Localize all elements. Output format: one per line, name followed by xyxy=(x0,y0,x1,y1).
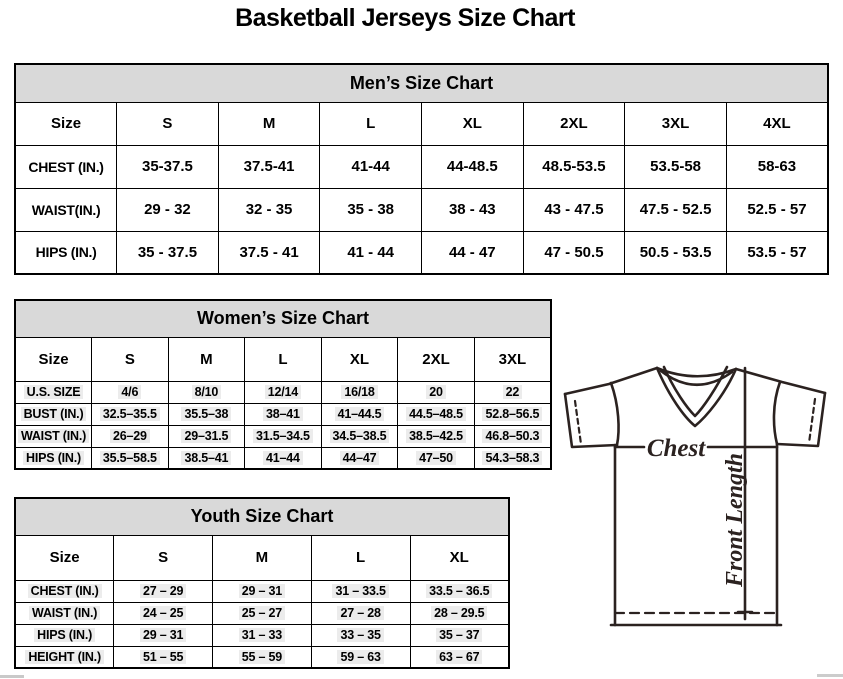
table-cell: 35 - 37.5 xyxy=(117,231,219,274)
cell-text: 44–47 xyxy=(340,451,380,465)
table-cell: 38 - 43 xyxy=(422,188,524,231)
table-cell xyxy=(474,447,551,469)
page-title: Basketball Jerseys Size Chart xyxy=(235,4,575,32)
cell-text: 8/10 xyxy=(192,385,222,399)
table-cell xyxy=(311,602,410,624)
table-header-row xyxy=(15,102,828,145)
row-label: HIPS (IN.) xyxy=(15,231,117,274)
table-cell xyxy=(245,403,322,425)
table-cell xyxy=(321,381,398,403)
column-header: XL xyxy=(410,535,509,580)
table-row xyxy=(15,580,509,602)
cell-text: 16/18 xyxy=(341,385,377,399)
cell-text: 31 – 33 xyxy=(239,628,285,642)
column-header: 3XL xyxy=(474,337,551,381)
table-row xyxy=(15,425,551,447)
table-cell xyxy=(311,624,410,646)
row-label xyxy=(15,580,114,602)
front-length-label: Front Length xyxy=(722,452,748,588)
table-cell: 52.5 - 57 xyxy=(726,188,828,231)
table-cell xyxy=(213,580,312,602)
mens-table-caption: Men’s Size Chart xyxy=(15,64,828,102)
row-label-text: HIPS (IN.) xyxy=(34,628,95,642)
column-header: Size xyxy=(15,535,114,580)
table-cell xyxy=(92,403,169,425)
youth-table-caption: Youth Size Chart xyxy=(15,498,509,535)
cutoff-artifact-left xyxy=(0,675,24,678)
row-label xyxy=(15,447,92,469)
table-cell: 58-63 xyxy=(726,145,828,188)
table-cell xyxy=(321,447,398,469)
cell-text: 12/14 xyxy=(265,385,301,399)
cell-text: 33.5 – 36.5 xyxy=(426,584,492,598)
table-cell xyxy=(245,447,322,469)
row-label: WAIST(IN.) xyxy=(15,188,117,231)
table-cell xyxy=(474,425,551,447)
cell-text: 54.3–58.3 xyxy=(482,451,542,465)
cell-text: 35.5–58.5 xyxy=(100,451,160,465)
table-row xyxy=(15,447,551,469)
table-cell: 43 - 47.5 xyxy=(523,188,625,231)
row-label xyxy=(15,381,92,403)
table-cell xyxy=(410,602,509,624)
table-row xyxy=(15,188,828,231)
table-cell xyxy=(474,381,551,403)
table-cell xyxy=(213,602,312,624)
table-header-row xyxy=(15,337,551,381)
cell-text: 27 – 28 xyxy=(337,606,383,620)
table-caption-row xyxy=(15,64,828,102)
row-label-text: HEIGHT (IN.) xyxy=(25,650,104,664)
column-header: S xyxy=(92,337,169,381)
table-cell xyxy=(114,646,213,668)
row-label xyxy=(15,425,92,447)
table-cell xyxy=(398,381,475,403)
column-header: 2XL xyxy=(398,337,475,381)
table-cell: 35 - 38 xyxy=(320,188,422,231)
cell-text: 35.5–38 xyxy=(181,407,231,421)
youth-size-table xyxy=(14,497,510,669)
table-cell xyxy=(213,624,312,646)
cell-text: 46.8–50.3 xyxy=(482,429,542,443)
table-cell xyxy=(92,447,169,469)
cell-text: 29–31.5 xyxy=(181,429,231,443)
cell-text: 24 – 25 xyxy=(140,606,186,620)
cell-text: 38–41 xyxy=(263,407,303,421)
cell-text: 44.5–48.5 xyxy=(406,407,466,421)
row-label xyxy=(15,602,114,624)
table-cell xyxy=(168,425,245,447)
cell-text: 32.5–35.5 xyxy=(100,407,160,421)
cell-text: 25 – 27 xyxy=(239,606,285,620)
cell-text: 59 – 63 xyxy=(337,650,383,664)
cell-text: 26–29 xyxy=(110,429,150,443)
cell-text: 47–50 xyxy=(416,451,456,465)
table-cell xyxy=(321,425,398,447)
table-cell xyxy=(213,646,312,668)
table-row xyxy=(15,145,828,188)
row-label xyxy=(15,646,114,668)
table-cell: 47 - 50.5 xyxy=(523,231,625,274)
row-label-text: HIPS (IN.) xyxy=(23,451,84,465)
table-cell xyxy=(410,580,509,602)
table-cell: 41 - 44 xyxy=(320,231,422,274)
table-cell xyxy=(398,447,475,469)
cell-text: 38.5–42.5 xyxy=(406,429,466,443)
column-header: M xyxy=(213,535,312,580)
table-row xyxy=(15,403,551,425)
table-cell xyxy=(168,447,245,469)
column-header: 3XL xyxy=(625,102,727,145)
column-header: XL xyxy=(321,337,398,381)
cell-text: 22 xyxy=(503,385,523,399)
table-cell: 53.5-58 xyxy=(625,145,727,188)
table-cell: 48.5-53.5 xyxy=(523,145,625,188)
mens-size-table xyxy=(14,63,829,275)
column-header: XL xyxy=(422,102,524,145)
column-header: M xyxy=(168,337,245,381)
table-cell: 29 - 32 xyxy=(117,188,219,231)
table-cell: 41-44 xyxy=(320,145,422,188)
table-cell xyxy=(398,425,475,447)
table-cell xyxy=(114,602,213,624)
table-cell: 37.5-41 xyxy=(218,145,320,188)
jersey-outline xyxy=(565,367,825,625)
column-header: Size xyxy=(15,102,117,145)
cell-text: 27 – 29 xyxy=(140,584,186,598)
cell-text: 34.5–38.5 xyxy=(330,429,390,443)
table-cell: 50.5 - 53.5 xyxy=(625,231,727,274)
table-cell xyxy=(321,403,398,425)
cell-text: 41–44 xyxy=(263,451,303,465)
cell-text: 52.8–56.5 xyxy=(482,407,542,421)
cell-text: 31 – 33.5 xyxy=(332,584,388,598)
table-cell xyxy=(92,381,169,403)
jersey-measurement-diagram xyxy=(558,360,836,632)
table-row xyxy=(15,624,509,646)
cell-text: 28 – 29.5 xyxy=(431,606,487,620)
table-cell: 44-48.5 xyxy=(422,145,524,188)
cell-text: 51 – 55 xyxy=(140,650,186,664)
column-header: L xyxy=(320,102,422,145)
table-header-row xyxy=(15,535,509,580)
table-cell: 47.5 - 52.5 xyxy=(625,188,727,231)
table-cell xyxy=(311,580,410,602)
column-header: L xyxy=(245,337,322,381)
table-cell xyxy=(92,425,169,447)
cell-text: 63 – 67 xyxy=(436,650,482,664)
column-header: Size xyxy=(15,337,92,381)
table-row xyxy=(15,231,828,274)
cell-text: 20 xyxy=(426,385,446,399)
column-header: S xyxy=(114,535,213,580)
table-row xyxy=(15,381,551,403)
row-label-text: U.S. SIZE xyxy=(24,385,84,399)
row-label-text: BUST (IN.) xyxy=(21,407,87,421)
cell-text: 41–44.5 xyxy=(335,407,385,421)
table-caption-row xyxy=(15,498,509,535)
table-caption-row xyxy=(15,300,551,337)
row-label xyxy=(15,403,92,425)
table-row xyxy=(15,646,509,668)
table-cell: 37.5 - 41 xyxy=(218,231,320,274)
row-label-text: CHEST (IN.) xyxy=(28,584,102,598)
cell-text: 4/6 xyxy=(118,385,141,399)
womens-table-caption: Women’s Size Chart xyxy=(15,300,551,337)
cell-text: 55 – 59 xyxy=(239,650,285,664)
cell-text: 33 – 35 xyxy=(337,628,383,642)
table-cell: 32 - 35 xyxy=(218,188,320,231)
cell-text: 35 – 37 xyxy=(436,628,482,642)
table-cell xyxy=(410,624,509,646)
row-label xyxy=(15,624,114,646)
table-cell xyxy=(410,646,509,668)
column-header: S xyxy=(117,102,219,145)
table-cell xyxy=(168,403,245,425)
table-cell xyxy=(398,403,475,425)
table-cell xyxy=(114,624,213,646)
row-label-text: WAIST (IN.) xyxy=(18,429,89,443)
cell-text: 29 – 31 xyxy=(140,628,186,642)
cell-text: 29 – 31 xyxy=(239,584,285,598)
cell-text: 31.5–34.5 xyxy=(253,429,313,443)
table-row xyxy=(15,602,509,624)
table-cell xyxy=(168,381,245,403)
row-label: CHEST (IN.) xyxy=(15,145,117,188)
cell-text: 38.5–41 xyxy=(181,451,231,465)
table-cell xyxy=(245,381,322,403)
womens-size-table xyxy=(14,299,552,470)
row-label-text: WAIST (IN.) xyxy=(29,606,100,620)
table-cell xyxy=(114,580,213,602)
column-header: 2XL xyxy=(523,102,625,145)
column-header: L xyxy=(311,535,410,580)
column-header: 4XL xyxy=(726,102,828,145)
cutoff-artifact-right xyxy=(817,674,843,677)
table-cell: 53.5 - 57 xyxy=(726,231,828,274)
table-cell xyxy=(474,403,551,425)
column-header: M xyxy=(218,102,320,145)
table-cell: 35-37.5 xyxy=(117,145,219,188)
table-cell xyxy=(311,646,410,668)
table-cell xyxy=(245,425,322,447)
table-cell: 44 - 47 xyxy=(422,231,524,274)
chest-label: Chest xyxy=(646,435,706,462)
